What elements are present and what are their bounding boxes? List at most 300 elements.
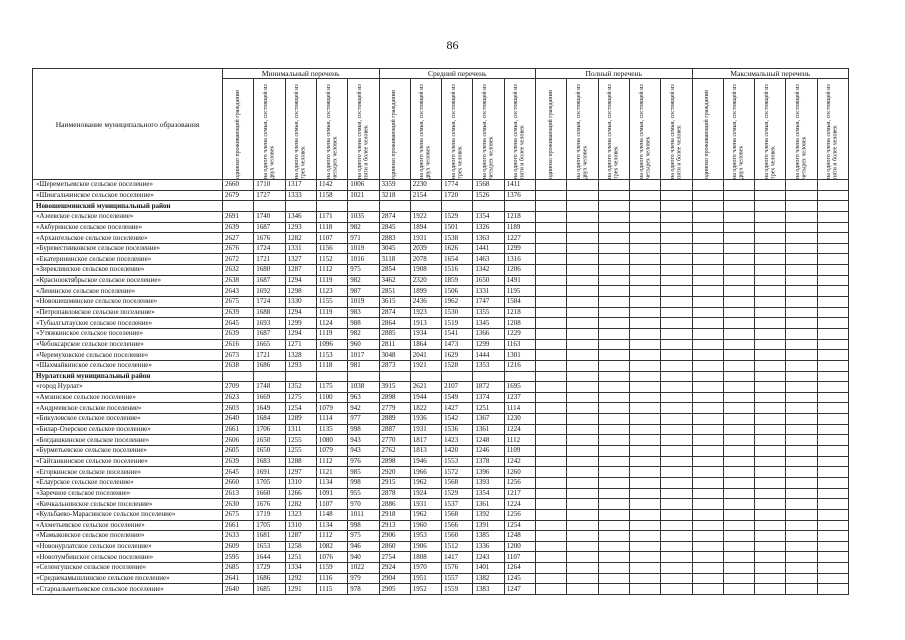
value-cell: 1568 xyxy=(473,180,504,191)
value-cell xyxy=(661,190,692,201)
value-cell xyxy=(817,531,848,542)
table-row xyxy=(33,424,849,435)
value-cell xyxy=(629,382,660,393)
value-cell: 2905 xyxy=(379,584,410,595)
value-cell xyxy=(567,222,598,233)
value-cell xyxy=(786,233,817,244)
subcolumn-header-text: одиноко проживающий гражданин xyxy=(391,90,398,179)
value-cell xyxy=(536,360,567,371)
value-cell: 1334 xyxy=(285,563,316,574)
subcolumn-header-text: на одного члена семьи, состоящей из четырех человек xyxy=(795,84,808,179)
value-cell xyxy=(692,456,723,467)
value-cell: 2672 xyxy=(223,254,254,265)
value-cell: 3218 xyxy=(379,190,410,201)
value-cell xyxy=(661,350,692,361)
value-cell: 1906 xyxy=(410,541,441,552)
value-cell: 1255 xyxy=(285,446,316,457)
municipality-name: «Заречное сельское поселение» xyxy=(33,488,223,499)
value-cell: 1729 xyxy=(254,563,285,574)
value-cell: 2605 xyxy=(223,446,254,457)
value-cell xyxy=(786,275,817,286)
value-cell xyxy=(567,477,598,488)
value-cell: 1361 xyxy=(473,499,504,510)
value-cell xyxy=(629,371,660,382)
value-cell: 1686 xyxy=(254,573,285,584)
subcolumn-header xyxy=(473,79,504,180)
subcolumn-header-text: на одного члена семьи, состоящей из пяти и более человек xyxy=(826,84,839,179)
value-cell xyxy=(723,392,754,403)
value-cell xyxy=(692,467,723,478)
value-cell xyxy=(817,488,848,499)
value-cell: 988 xyxy=(348,318,379,329)
value-cell xyxy=(629,233,660,244)
value-cell: 1195 xyxy=(504,286,535,297)
value-cell xyxy=(817,328,848,339)
value-cell xyxy=(817,190,848,201)
value-cell: 943 xyxy=(348,435,379,446)
municipality-name: «Чебоксарское сельское поселение» xyxy=(33,339,223,350)
subcolumn-header xyxy=(536,79,567,180)
value-cell xyxy=(661,328,692,339)
value-cell xyxy=(598,307,629,318)
value-cell: 1553 xyxy=(442,456,473,467)
value-cell: 1353 xyxy=(473,360,504,371)
value-cell: 1331 xyxy=(285,243,316,254)
municipality-name: «Петропавловское сельское поселение» xyxy=(33,307,223,318)
value-cell xyxy=(755,211,786,222)
value-cell xyxy=(567,371,598,382)
value-cell: 3048 xyxy=(379,350,410,361)
value-cell xyxy=(536,584,567,595)
value-cell: 1299 xyxy=(504,243,535,254)
value-cell: 1817 xyxy=(410,435,441,446)
value-cell xyxy=(629,541,660,552)
value-cell: 1401 xyxy=(473,563,504,574)
subsistence-table xyxy=(32,68,849,595)
value-cell xyxy=(786,328,817,339)
municipality-name: «Тубылгытауское сельское поселение» xyxy=(33,318,223,329)
value-cell xyxy=(692,552,723,563)
value-cell: 1921 xyxy=(410,360,441,371)
value-cell xyxy=(567,456,598,467)
value-cell xyxy=(786,382,817,393)
value-cell: 1251 xyxy=(473,403,504,414)
value-cell xyxy=(285,371,316,382)
value-cell xyxy=(817,180,848,191)
value-cell xyxy=(786,350,817,361)
value-cell xyxy=(661,180,692,191)
value-cell: 1254 xyxy=(285,403,316,414)
value-cell xyxy=(755,403,786,414)
value-cell xyxy=(692,563,723,574)
municipality-name: «Мамыковское сельское поселение» xyxy=(33,531,223,542)
value-cell xyxy=(567,403,598,414)
value-cell xyxy=(723,488,754,499)
value-cell xyxy=(786,531,817,542)
value-cell: 1242 xyxy=(504,456,535,467)
value-cell xyxy=(817,435,848,446)
value-cell xyxy=(755,265,786,276)
table-row xyxy=(33,499,849,510)
value-cell xyxy=(692,318,723,329)
table-row xyxy=(33,477,849,488)
subcolumn-header xyxy=(629,79,660,180)
value-cell xyxy=(536,499,567,510)
table-row xyxy=(33,211,849,222)
value-cell: 2885 xyxy=(379,328,410,339)
value-cell: 1676 xyxy=(254,499,285,510)
value-cell xyxy=(473,201,504,212)
value-cell: 1894 xyxy=(410,222,441,233)
table-row xyxy=(33,520,849,531)
subcolumn-header xyxy=(348,79,379,180)
municipality-name: «Ахметьевское сельское поселение» xyxy=(33,520,223,531)
value-cell: 1653 xyxy=(254,541,285,552)
subcolumn-header-text: на одного члена семьи, состоящей из пяти и более человек xyxy=(356,84,370,179)
value-cell: 1501 xyxy=(442,222,473,233)
municipality-name: «Селенгушское сельское поселение» xyxy=(33,563,223,574)
value-cell: 1944 xyxy=(410,392,441,403)
value-cell xyxy=(723,222,754,233)
value-cell xyxy=(786,552,817,563)
value-cell: 1256 xyxy=(504,509,535,520)
value-cell xyxy=(629,360,660,371)
value-cell: 1159 xyxy=(316,563,347,574)
value-cell xyxy=(598,403,629,414)
value-cell xyxy=(567,382,598,393)
value-cell: 2621 xyxy=(410,382,441,393)
value-cell: 1361 xyxy=(473,424,504,435)
value-cell: 971 xyxy=(348,233,379,244)
value-cell xyxy=(661,509,692,520)
municipality-name: «Шингальчинское сельское поселение» xyxy=(33,190,223,201)
value-cell: 1680 xyxy=(254,265,285,276)
value-cell: 1006 xyxy=(348,180,379,191)
value-cell: 1529 xyxy=(442,488,473,499)
value-cell xyxy=(692,584,723,595)
value-cell: 1076 xyxy=(316,552,347,563)
value-cell: 2645 xyxy=(223,318,254,329)
value-cell xyxy=(755,275,786,286)
value-cell: 1107 xyxy=(316,499,347,510)
table-row xyxy=(33,233,849,244)
municipality-name: «Среднекамышлинское сельское поселение» xyxy=(33,573,223,584)
value-cell xyxy=(755,233,786,244)
value-cell: 1292 xyxy=(285,573,316,584)
value-cell xyxy=(817,392,848,403)
value-cell: 1171 xyxy=(316,211,347,222)
value-cell: 1255 xyxy=(285,435,316,446)
value-cell xyxy=(567,488,598,499)
value-cell xyxy=(598,435,629,446)
value-cell xyxy=(567,467,598,478)
table-row xyxy=(33,318,849,329)
value-cell xyxy=(661,414,692,425)
value-cell xyxy=(536,328,567,339)
value-cell xyxy=(786,541,817,552)
value-cell: 2320 xyxy=(410,275,441,286)
value-cell xyxy=(786,563,817,574)
value-cell: 1688 xyxy=(254,307,285,318)
value-cell xyxy=(661,403,692,414)
value-cell: 1119 xyxy=(316,328,347,339)
value-cell xyxy=(598,584,629,595)
subcolumn-header-text: на одного члена семьи, состоящей из двух человек xyxy=(262,84,276,179)
value-cell: 1951 xyxy=(410,573,441,584)
value-cell: 1229 xyxy=(504,328,535,339)
value-cell xyxy=(223,201,254,212)
table-row xyxy=(33,275,849,286)
value-cell: 1367 xyxy=(473,414,504,425)
value-cell xyxy=(629,350,660,361)
value-cell: 1931 xyxy=(410,499,441,510)
value-cell xyxy=(536,307,567,318)
value-cell: 2864 xyxy=(379,318,410,329)
value-cell: 1463 xyxy=(473,254,504,265)
value-cell xyxy=(755,563,786,574)
table-row xyxy=(33,382,849,393)
value-cell xyxy=(692,243,723,254)
value-cell: 1112 xyxy=(316,531,347,542)
value-cell xyxy=(661,360,692,371)
value-cell: 1248 xyxy=(473,435,504,446)
value-cell: 1148 xyxy=(316,509,347,520)
value-cell xyxy=(723,180,754,191)
value-cell xyxy=(598,392,629,403)
value-cell: 1526 xyxy=(473,190,504,201)
municipality-name: «Черемуховское сельское поселение» xyxy=(33,350,223,361)
value-cell: 1427 xyxy=(442,403,473,414)
table-row xyxy=(33,243,849,254)
value-cell: 2638 xyxy=(223,275,254,286)
table-row xyxy=(33,265,849,276)
value-cell xyxy=(536,573,567,584)
value-cell: 1282 xyxy=(285,233,316,244)
value-cell: 1247 xyxy=(504,584,535,595)
value-cell xyxy=(661,211,692,222)
value-cell: 1774 xyxy=(442,180,473,191)
value-cell: 1378 xyxy=(473,456,504,467)
value-cell: 1872 xyxy=(473,382,504,393)
value-cell: 1962 xyxy=(410,509,441,520)
value-cell xyxy=(661,392,692,403)
value-cell: 940 xyxy=(348,552,379,563)
value-cell xyxy=(536,243,567,254)
value-cell: 3359 xyxy=(379,180,410,191)
value-cell xyxy=(817,233,848,244)
value-cell: 1112 xyxy=(316,456,347,467)
value-cell xyxy=(661,371,692,382)
value-cell: 1333 xyxy=(285,190,316,201)
municipality-name: «Егоркинское сельское поселение» xyxy=(33,467,223,478)
value-cell: 2685 xyxy=(223,563,254,574)
value-cell xyxy=(661,552,692,563)
value-cell: 2639 xyxy=(223,328,254,339)
value-cell xyxy=(629,584,660,595)
value-cell xyxy=(536,211,567,222)
value-cell xyxy=(723,424,754,435)
value-cell xyxy=(598,499,629,510)
value-cell: 2603 xyxy=(223,403,254,414)
value-cell: 1206 xyxy=(504,265,535,276)
value-cell xyxy=(692,499,723,510)
value-cell xyxy=(817,254,848,265)
value-cell xyxy=(786,254,817,265)
value-cell xyxy=(567,297,598,308)
value-cell: 1528 xyxy=(442,360,473,371)
value-cell: 1686 xyxy=(254,360,285,371)
value-cell: 1118 xyxy=(316,360,347,371)
value-cell: 1908 xyxy=(410,265,441,276)
value-cell xyxy=(661,275,692,286)
value-cell xyxy=(629,297,660,308)
value-cell: 1299 xyxy=(285,318,316,329)
value-cell: 1724 xyxy=(254,243,285,254)
value-cell: 1237 xyxy=(504,392,535,403)
value-cell xyxy=(817,424,848,435)
value-cell xyxy=(567,350,598,361)
value-cell: 1230 xyxy=(504,414,535,425)
table-row xyxy=(33,456,849,467)
value-cell xyxy=(598,573,629,584)
value-cell xyxy=(598,541,629,552)
value-cell xyxy=(692,477,723,488)
value-cell xyxy=(817,403,848,414)
subcolumn-header xyxy=(692,79,723,180)
subcolumn-header-text: на одного члена семьи, состоящей из четырех человек xyxy=(325,84,339,179)
value-cell: 1529 xyxy=(442,211,473,222)
table-row xyxy=(33,403,849,414)
value-cell xyxy=(598,222,629,233)
value-cell: 1748 xyxy=(254,382,285,393)
value-cell: 2691 xyxy=(223,211,254,222)
value-cell xyxy=(692,275,723,286)
value-cell xyxy=(629,180,660,191)
value-cell xyxy=(786,190,817,201)
subcolumn-header-text: одиноко проживающий гражданин xyxy=(547,90,554,179)
value-cell: 2779 xyxy=(379,403,410,414)
value-cell xyxy=(755,371,786,382)
value-cell xyxy=(661,201,692,212)
value-cell xyxy=(661,541,692,552)
value-cell xyxy=(598,286,629,297)
value-cell: 1721 xyxy=(254,254,285,265)
value-cell xyxy=(661,233,692,244)
value-cell xyxy=(723,328,754,339)
value-cell xyxy=(567,307,598,318)
value-cell xyxy=(536,403,567,414)
value-cell xyxy=(692,541,723,552)
value-cell: 1952 xyxy=(410,584,441,595)
value-cell: 1107 xyxy=(316,233,347,244)
value-cell: 1218 xyxy=(504,307,535,318)
table-row xyxy=(33,222,849,233)
value-cell xyxy=(786,414,817,425)
value-cell xyxy=(817,446,848,457)
value-cell xyxy=(567,233,598,244)
value-cell: 1248 xyxy=(504,531,535,542)
value-cell xyxy=(817,265,848,276)
value-cell xyxy=(661,424,692,435)
value-cell xyxy=(692,307,723,318)
value-cell xyxy=(598,446,629,457)
municipality-name: Новошешминский муниципальный район xyxy=(33,201,223,212)
value-cell xyxy=(629,531,660,542)
value-cell: 2638 xyxy=(223,360,254,371)
value-cell xyxy=(567,424,598,435)
group-header: Полный перечень xyxy=(536,69,693,79)
value-cell: 1665 xyxy=(254,339,285,350)
value-cell xyxy=(755,414,786,425)
value-cell: 2913 xyxy=(379,520,410,531)
value-cell: 987 xyxy=(348,286,379,297)
value-cell xyxy=(567,211,598,222)
value-cell: 2854 xyxy=(379,265,410,276)
value-cell xyxy=(817,307,848,318)
group-header: Минимальный перечень xyxy=(223,69,380,79)
value-cell xyxy=(786,243,817,254)
value-cell: 2643 xyxy=(223,286,254,297)
value-cell: 1541 xyxy=(442,328,473,339)
value-cell: 1293 xyxy=(285,222,316,233)
value-cell xyxy=(786,371,817,382)
value-cell xyxy=(661,488,692,499)
value-cell xyxy=(536,339,567,350)
value-cell xyxy=(723,552,754,563)
value-cell xyxy=(598,488,629,499)
value-cell xyxy=(755,488,786,499)
value-cell: 1568 xyxy=(442,477,473,488)
value-cell: 1936 xyxy=(410,414,441,425)
table-row xyxy=(33,414,849,425)
value-cell xyxy=(786,286,817,297)
value-cell: 1011 xyxy=(348,509,379,520)
value-cell xyxy=(598,211,629,222)
value-cell xyxy=(536,531,567,542)
table-row xyxy=(33,254,849,265)
value-cell xyxy=(723,467,754,478)
value-cell: 1156 xyxy=(316,243,347,254)
value-cell xyxy=(442,201,473,212)
subcolumn-header-text: на одного члена семьи, состоящей из трех человек xyxy=(607,84,620,179)
value-cell xyxy=(786,435,817,446)
value-cell: 1323 xyxy=(285,509,316,520)
value-cell xyxy=(817,552,848,563)
subcolumn-header xyxy=(786,79,817,180)
municipality-name: «Азеевское сельское поселение» xyxy=(33,211,223,222)
value-cell xyxy=(817,211,848,222)
value-cell: 1301 xyxy=(504,350,535,361)
value-cell: 1035 xyxy=(348,211,379,222)
value-cell xyxy=(567,392,598,403)
value-cell: 1808 xyxy=(410,552,441,563)
municipality-name: «Утяжкинское сельское поселение» xyxy=(33,328,223,339)
value-cell: 1189 xyxy=(504,222,535,233)
table-row xyxy=(33,392,849,403)
value-cell: 1530 xyxy=(442,307,473,318)
value-cell xyxy=(786,446,817,457)
value-cell: 1644 xyxy=(254,552,285,563)
value-cell xyxy=(629,307,660,318)
value-cell: 2633 xyxy=(223,531,254,542)
value-cell: 1393 xyxy=(473,477,504,488)
value-cell: 1243 xyxy=(473,552,504,563)
value-cell xyxy=(786,520,817,531)
value-cell: 1017 xyxy=(348,350,379,361)
value-cell xyxy=(817,371,848,382)
value-cell xyxy=(661,265,692,276)
municipality-name: «Новошешминское сельское поселение» xyxy=(33,297,223,308)
